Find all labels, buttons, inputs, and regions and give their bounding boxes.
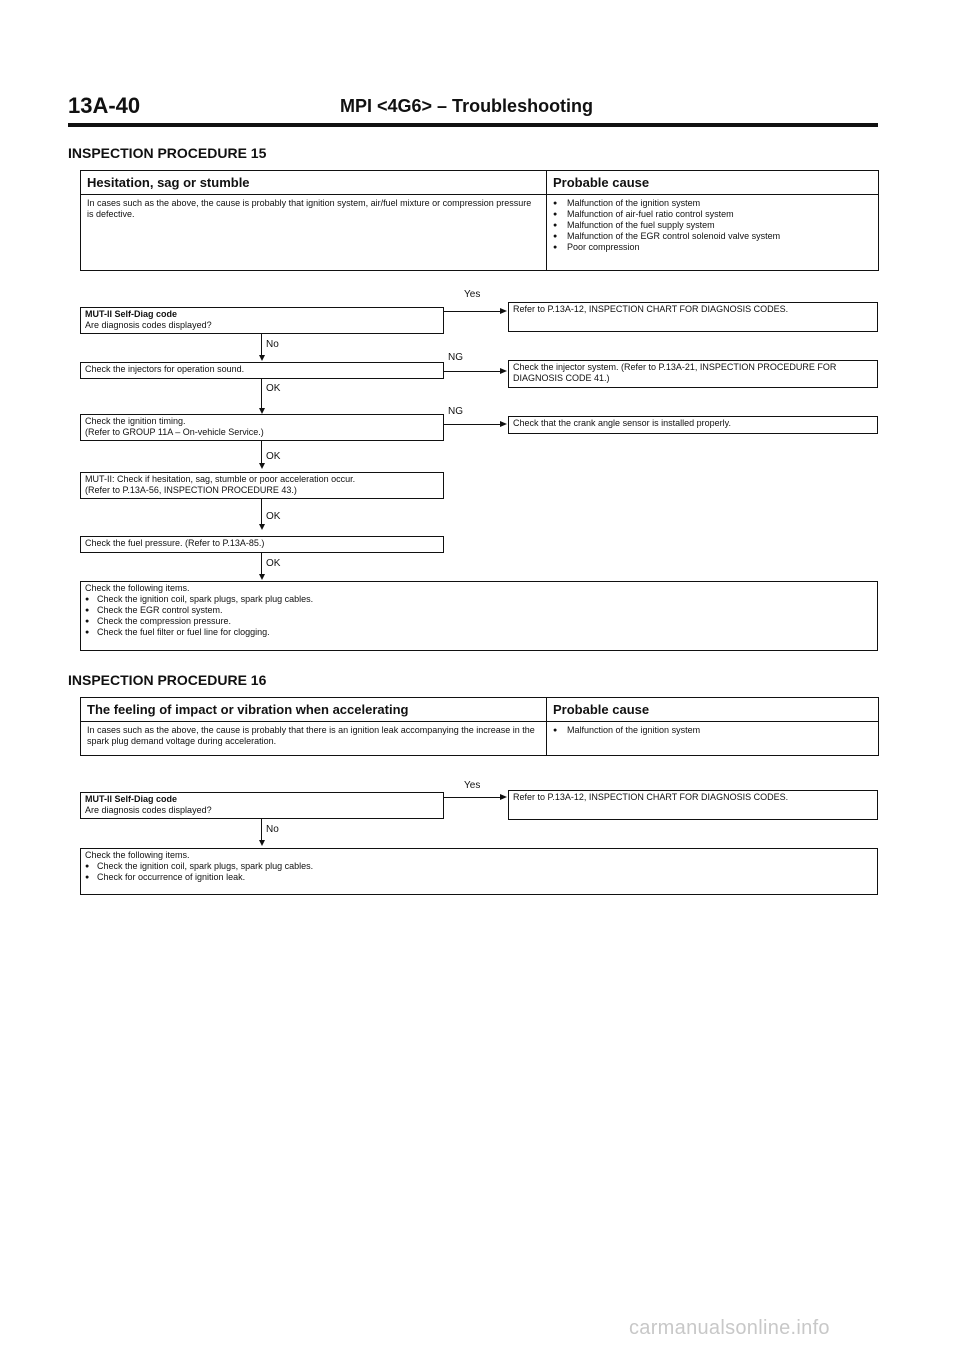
- connector: [261, 819, 262, 841]
- cause-item: ● Malfunction of air-fuel ratio control system: [553, 209, 872, 220]
- arrow-down-icon: [259, 840, 265, 846]
- flow-step-injectors: Check the injectors for operation sound.: [80, 362, 444, 379]
- yes-label: Yes: [464, 289, 481, 300]
- no-label: No: [266, 339, 279, 350]
- flow-step-self-diag: [80, 792, 444, 819]
- flow-result-diagnosis-chart: Refer to P.13A-12, INSPECTION CHART FOR DIAGNOSIS CODES.: [508, 302, 878, 332]
- check-item: ● Check the compression pressure.: [85, 616, 873, 627]
- symptom-text: In cases such as the above, the cause is probably that ignition system, air/fuel mixture or compression pressure is defective.: [81, 195, 547, 271]
- no-label: No: [266, 824, 279, 835]
- step-heading: MUT-II Self-Diag code: [85, 794, 178, 804]
- check-item: ● Check for occurrence of ignition leak.: [85, 872, 873, 883]
- step-text: MUT-II: Check if hesitation, sag, stumble or poor acceleration occur.: [85, 474, 356, 484]
- flow-step-mut-ii-check: [80, 472, 444, 499]
- arrow-right-icon: [500, 421, 507, 427]
- flow-result-injector-system: Check the injector system. (Refer to P.13A-21, INSPECTION PROCEDURE FOR DIAGNOSIS CODE 41.): [508, 360, 878, 388]
- flow-step-self-diag: [80, 307, 444, 334]
- yes-label: Yes: [464, 780, 481, 791]
- check-item: ● Check the ignition coil, spark plugs, spark plug cables.: [85, 594, 873, 605]
- ok-label: OK: [266, 383, 281, 394]
- step-reference: (Refer to P.13A-56, INSPECTION PROCEDURE 43.): [85, 485, 297, 495]
- procedure-16-symptom-table: [80, 697, 879, 756]
- check-item: ● Check the ignition coil, spark plugs, spark plug cables.: [85, 861, 873, 872]
- symptom-title: Hesitation, sag or stumble: [81, 171, 547, 195]
- watermark: carmanualsonline.info: [629, 1317, 830, 1339]
- procedure-16-title: INSPECTION PROCEDURE 16: [68, 672, 267, 688]
- check-item: ● Check the EGR control system.: [85, 605, 873, 616]
- header-rule: [68, 123, 878, 127]
- arrow-down-icon: [259, 524, 265, 530]
- ok-label: OK: [266, 511, 281, 522]
- cause-item: ● Malfunction of the EGR control solenoid valve system: [553, 231, 872, 242]
- arrow-down-icon: [259, 463, 265, 469]
- flow-step-ignition-timing: [80, 414, 444, 441]
- probable-cause-list: [547, 195, 879, 271]
- connector: [261, 379, 262, 409]
- arrow-down-icon: [259, 574, 265, 580]
- flow-final-check-items: [80, 581, 878, 651]
- cause-item: ● Malfunction of the ignition system: [553, 198, 872, 209]
- probable-cause-title: Probable cause: [547, 698, 879, 722]
- connector: [261, 553, 262, 575]
- final-check-title: Check the following items.: [85, 583, 190, 593]
- step-question: Are diagnosis codes displayed?: [85, 320, 212, 330]
- connector: [444, 371, 500, 372]
- connector: [444, 311, 500, 312]
- ng-label: NG: [448, 406, 463, 417]
- page-title: MPI <4G6> – Troubleshooting: [340, 96, 594, 116]
- connector: [261, 441, 262, 464]
- procedure-15-title: INSPECTION PROCEDURE 15: [68, 145, 267, 161]
- symptom-text: In cases such as the above, the cause is probably that there is an ignition leak accompanying the increase in the spark plug demand voltage during acceleration.: [81, 722, 547, 756]
- arrow-right-icon: [500, 794, 507, 800]
- arrow-right-icon: [500, 308, 507, 314]
- connector: [261, 334, 262, 356]
- probable-cause-list: [547, 722, 879, 756]
- arrow-down-icon: [259, 355, 265, 361]
- ng-label: NG: [448, 352, 463, 363]
- step-text: Check the ignition timing.: [85, 416, 186, 426]
- probable-cause-title: Probable cause: [547, 171, 879, 195]
- cause-item: ● Malfunction of the fuel supply system: [553, 220, 872, 231]
- connector: [444, 797, 500, 798]
- cause-item: ● Malfunction of the ignition system: [553, 725, 872, 736]
- page-number: 13A-40: [68, 93, 141, 118]
- ok-label: OK: [266, 558, 281, 569]
- flow-result-diagnosis-chart: Refer to P.13A-12, INSPECTION CHART FOR DIAGNOSIS CODES.: [508, 790, 878, 820]
- step-question: Are diagnosis codes displayed?: [85, 805, 212, 815]
- step-heading: MUT-II Self-Diag code: [85, 309, 178, 319]
- flow-result-crank-angle-sensor: Check that the crank angle sensor is installed properly.: [508, 416, 878, 434]
- connector: [444, 424, 500, 425]
- check-item: ● Check the fuel filter or fuel line for clogging.: [85, 627, 873, 638]
- final-check-title: Check the following items.: [85, 850, 190, 860]
- ok-label: OK: [266, 451, 281, 462]
- step-reference: (Refer to GROUP 11A – On-vehicle Service.): [85, 427, 264, 437]
- connector: [261, 499, 262, 525]
- cause-item: ● Poor compression: [553, 242, 872, 253]
- symptom-title: The feeling of impact or vibration when accelerating: [81, 698, 547, 722]
- flow-step-fuel-pressure: Check the fuel pressure. (Refer to P.13A-85.): [80, 536, 444, 553]
- procedure-15-symptom-table: [80, 170, 879, 271]
- flow-final-check-items: [80, 848, 878, 895]
- arrow-right-icon: [500, 368, 507, 374]
